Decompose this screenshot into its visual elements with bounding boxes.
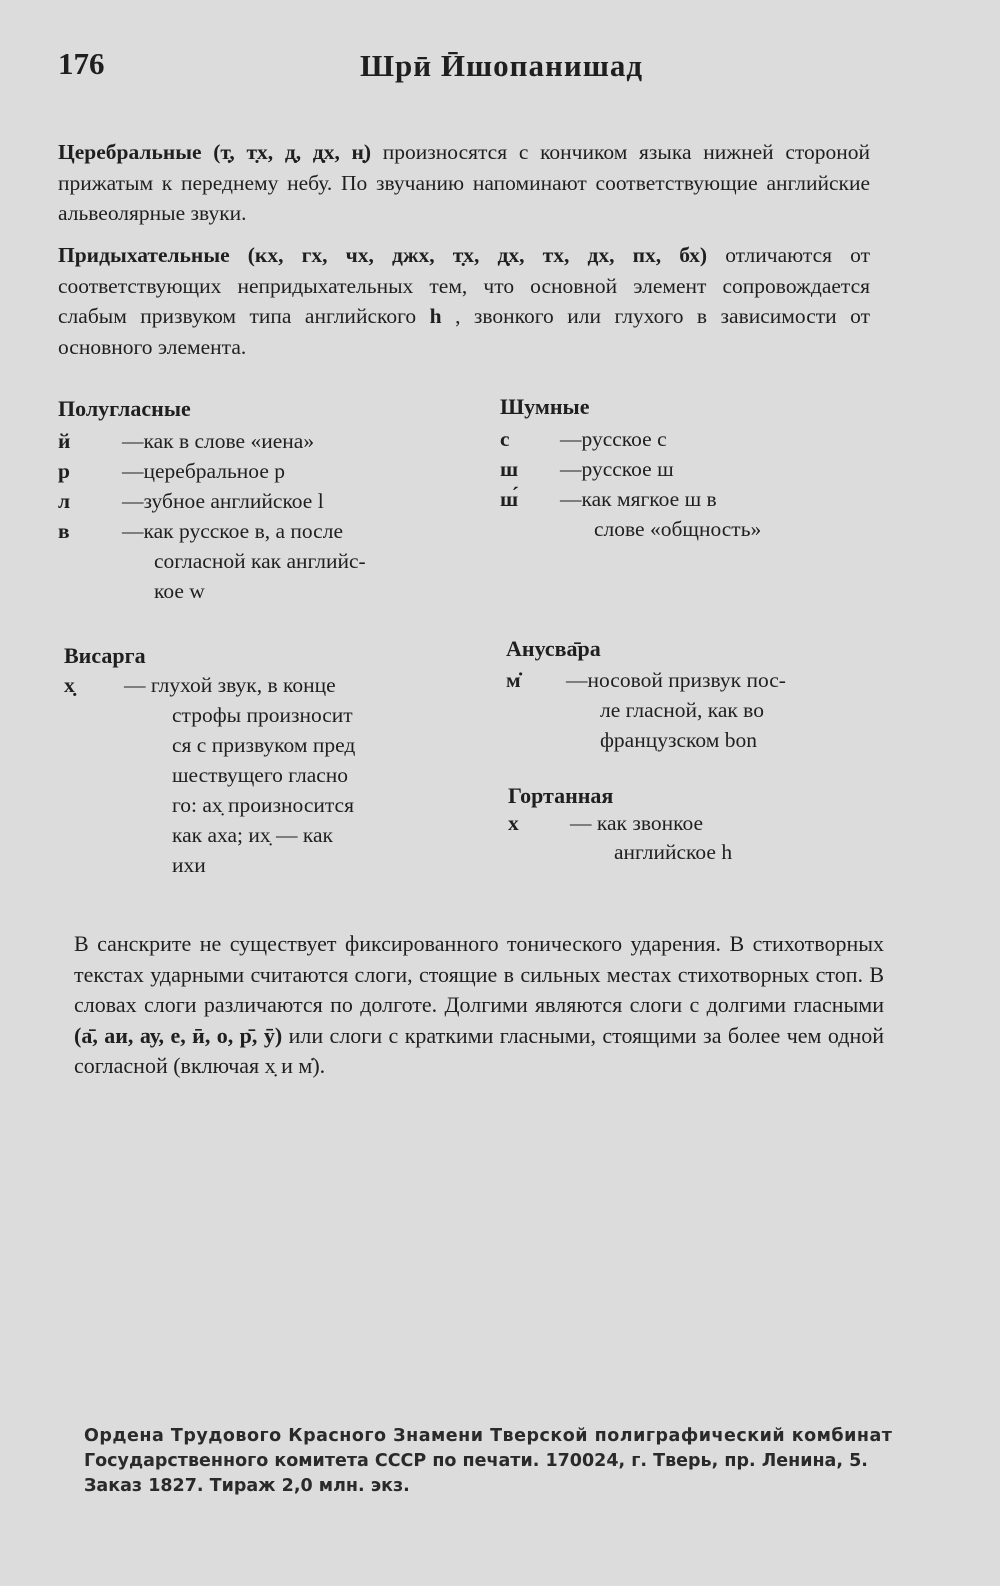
- page-number: 176: [58, 46, 105, 81]
- semivowels-entry: [58, 546, 438, 576]
- cerebral-paragraph: [58, 137, 870, 229]
- semivowels-entry: [58, 456, 438, 486]
- aspirate-h: h: [429, 304, 442, 328]
- visarga-entry: [64, 760, 444, 790]
- entry-description: как аха; их̣ — как: [172, 823, 333, 847]
- anusvara-entry: [506, 665, 886, 695]
- anusvara-entry: [506, 725, 886, 755]
- entry-description: ихи: [172, 853, 206, 877]
- entry-symbol: л: [58, 489, 71, 513]
- entry-description: английское h: [614, 840, 733, 864]
- imprint-line-3: Заказ 1827. Тираж 2,0 млн. экз.: [84, 1476, 410, 1496]
- visarga-entry: [64, 790, 444, 820]
- long-vowels: (а̄, аи, ау, е, ӣ, о, р̄, ӯ): [74, 1022, 283, 1048]
- entry-symbol: х̣: [64, 673, 75, 697]
- guttural-entry: [508, 837, 888, 866]
- imprint: [84, 1424, 994, 1499]
- entry-symbol: ш: [500, 457, 519, 481]
- stress-text-a: В санскрите не существует фиксированного тонического ударения. В стихотворных текстах ударными считаются слоги, стоящие в сильных местах стихотворных стоп. В словах слоги различаются по долготе. Долгими являются слоги с долгими гласными: [74, 931, 884, 1017]
- aspirate-paragraph: [58, 240, 870, 362]
- semivowels-title: Полугласные: [58, 396, 191, 421]
- cerebral-text: произносятся с кончиком языка нижней стороной прижатым к переднему небу. По звучанию напоминают соответствующие английские альвеолярные звуки.: [58, 140, 870, 225]
- entry-description: — как звонкое: [570, 811, 704, 835]
- visarga-entry: [64, 700, 444, 730]
- visarga-entry: [64, 730, 444, 760]
- anusvara-title: Анусва̄ра: [506, 636, 601, 661]
- entry-symbol: м̇: [506, 668, 521, 692]
- aspirate-text-end: , звонкого или глухого в зависимости от основного элемента.: [58, 304, 870, 359]
- running-title: Шрӣ Ӣшопанишад: [360, 48, 644, 83]
- visarga-title: Висарга: [64, 643, 146, 668]
- sibilants-entry: [500, 424, 880, 454]
- stress-text-b: или слоги с краткими гласными, стоящими за более чем одной согласной (включая х̣ и м̇).: [74, 1022, 884, 1078]
- entry-description: ле гласной, как во: [600, 698, 764, 722]
- entry-description: —зубное английское l: [122, 489, 324, 513]
- guttural-title: Гортанная: [508, 783, 614, 808]
- sibilants-entry: [500, 484, 880, 514]
- aspirate-lead: Придыхательные (кх, гх, чх, джх, т̣х, д̣х, тх, дх, пх, бх): [58, 243, 708, 267]
- sibilants-entry: [500, 514, 880, 544]
- anusvara-entry: [506, 695, 886, 725]
- entry-description: —церебральное р: [122, 459, 285, 483]
- visarga-entry: [64, 670, 444, 700]
- entry-description: — глухой звук, в конце: [124, 673, 336, 697]
- cerebral-lead: Церебральные (т̣, т̣х, д̣, д̣х, н̣): [58, 140, 372, 164]
- aspirate-text: отличаются от соответствующих непридыхательных тем, что основной элемент сопровождается слабым призвуком типа английского: [58, 243, 870, 328]
- entry-description: кое w: [154, 579, 205, 603]
- entry-description: —русское с: [560, 427, 667, 451]
- entry-description: шествущего гласно: [172, 763, 349, 787]
- imprint-line-1: Ордена Трудового Красного Знамени Тверской полиграфический комбинат: [84, 1426, 893, 1446]
- entry-description: ся с призвуком пред: [172, 733, 356, 757]
- entry-symbol: й: [58, 429, 71, 453]
- sibilants-entry: [500, 454, 880, 484]
- semivowels-entry: [58, 426, 438, 456]
- visarga-entry: [64, 820, 444, 850]
- entry-description: —русское ш: [560, 457, 674, 481]
- semivowels-entry: [58, 576, 438, 606]
- entry-symbol: ш́: [500, 487, 519, 511]
- entry-symbol: с: [500, 427, 510, 451]
- entry-symbol: х: [508, 811, 519, 835]
- entry-description: согласной как английс-: [154, 549, 366, 573]
- entry-description: строфы произносит: [172, 703, 353, 727]
- entry-description: —носовой призвук пос-: [566, 668, 786, 692]
- semivowels-entry: [58, 486, 438, 516]
- visarga-entry: [64, 850, 444, 880]
- entry-description: —как мягкое ш в: [560, 487, 717, 511]
- guttural-entry: [508, 808, 888, 837]
- entry-description: французском bon: [600, 728, 757, 752]
- entry-description: го: ах̣ произносится: [172, 793, 354, 817]
- entry-description: —как русское в, а после: [122, 519, 343, 543]
- imprint-line-2: Государственного комитета СССР по печати. 170024, г. Тверь, пр. Ленина, 5.: [84, 1451, 868, 1471]
- entry-symbol: р: [58, 459, 70, 483]
- entry-description: —как в слове «иена»: [122, 429, 315, 453]
- stress-paragraph: [74, 929, 884, 1082]
- entry-description: слове «общность»: [594, 517, 762, 541]
- entry-symbol: в: [58, 519, 70, 543]
- sibilants-title: Шумные: [500, 394, 590, 419]
- semivowels-entry: [58, 516, 438, 546]
